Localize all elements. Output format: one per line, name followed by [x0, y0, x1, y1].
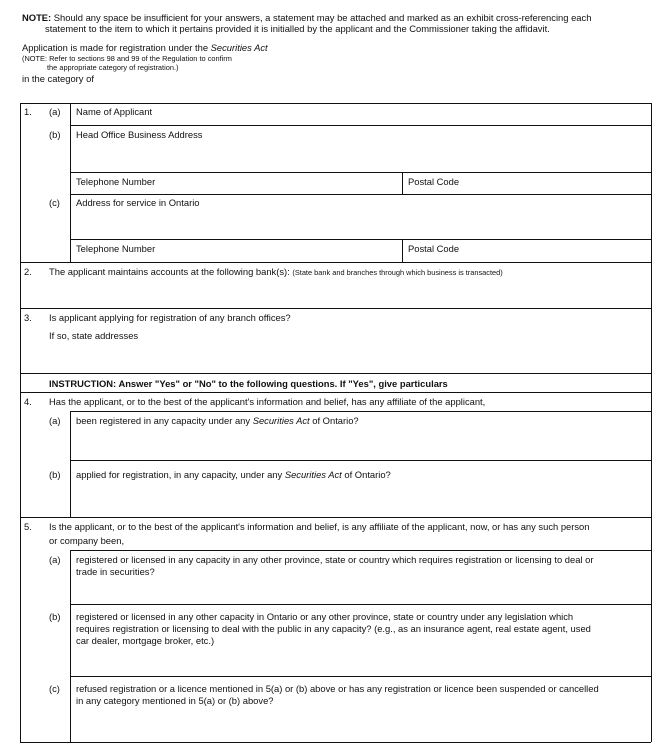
note-line-2: statement to the item to which it pertains provided it is initialled by the applicant and the Commissioner taking the affidavit. — [45, 23, 550, 34]
section-5a-line-1: registered or licensed in any capacity in any other province, state or country which requires registration or licensing to deal or — [76, 554, 594, 565]
section-1a-label: (a) — [49, 106, 61, 117]
service-postal-label: Postal Code — [408, 243, 460, 254]
category-label: in the category of — [22, 73, 94, 84]
section-4a-act: Securities Act — [252, 415, 310, 426]
section-4-number: 4. — [24, 396, 32, 407]
section-5b-line-3: car dealer, mortgage broker, etc.) — [76, 635, 215, 646]
section-5c-line-1: refused registration or a licence mentioned in 5(a) or (b) above or has any registration or licence been suspended or cancelled — [76, 683, 599, 694]
section-5b-line-2: requires registration or licensing to deal with the public in any capacity? (e.g., as an insurance agent, real estate agent, used — [76, 623, 591, 634]
section-4a-label: (a) — [49, 415, 61, 426]
section-4a-prefix: been registered in any capacity under any — [76, 415, 253, 426]
application-prefix: Application is made for registration under the — [22, 42, 211, 53]
head-office-address-label: Head Office Business Address — [76, 129, 203, 140]
section-1b-label: (b) — [49, 129, 61, 140]
head-office-phone-label: Telephone Number — [76, 176, 156, 187]
section-5-question-line-2: or company been, — [49, 535, 125, 546]
section-4b-prefix: applied for registration, in any capacity, under any — [76, 469, 285, 480]
category-note-line-1: (NOTE: Refer to sections 98 and 99 of the Regulation to confirm — [22, 54, 232, 63]
category-note-line-2: the appropriate category of registration.) — [47, 63, 179, 72]
section-1-number: 1. — [24, 106, 32, 117]
section-3-number: 3. — [24, 312, 32, 323]
section-4a-suffix: of Ontario? — [309, 415, 359, 426]
instruction-text: INSTRUCTION: Answer "Yes" or "No" to the following questions. If "Yes", give particulars — [49, 378, 448, 389]
section-4b-label: (b) — [49, 469, 61, 480]
service-phone-label: Telephone Number — [76, 243, 156, 254]
section-4b-act: Securities Act — [284, 469, 342, 480]
section-5b-label: (b) — [49, 611, 61, 622]
applicant-name-label: Name of Applicant — [76, 106, 153, 117]
branch-addresses-label: If so, state addresses — [49, 330, 139, 341]
section-5-number: 5. — [24, 521, 32, 532]
section-4b-suffix: of Ontario? — [341, 469, 391, 480]
section-5a-line-2: trade in securities? — [76, 566, 155, 577]
section-5c-label: (c) — [49, 683, 60, 694]
note-text-1: Should any space be insufficient for your answers, a statement may be attached and marked as an exhibit cross-referencing each — [53, 12, 592, 23]
section-5a-label: (a) — [49, 554, 61, 565]
section-5c-line-2: in any category mentioned in 5(a) or (b) above? — [76, 695, 274, 706]
section-2-number: 2. — [24, 266, 32, 277]
section-4b-question — [76, 469, 391, 481]
service-address-label: Address for service in Ontario — [76, 197, 200, 208]
section-4-question: Has the applicant, or to the best of the applicant's information and belief, has any affiliate of the applicant, — [49, 396, 486, 407]
application-statement — [22, 42, 268, 54]
bank-accounts-label — [49, 266, 503, 278]
bank-accounts-text: The applicant maintains accounts at the following bank(s): — [49, 266, 290, 277]
section-4a-question — [76, 415, 359, 427]
section-5b-line-1: registered or licensed in any other capacity in Ontario or any other province, state or country under any legislation which — [76, 611, 574, 622]
branch-offices-question: Is applicant applying for registration of any branch offices? — [49, 312, 291, 323]
head-office-postal-label: Postal Code — [408, 176, 460, 187]
section-1c-label: (c) — [49, 197, 60, 208]
note-label: NOTE: — [22, 12, 52, 23]
section-5-question-line-1: Is the applicant, or to the best of the applicant's information and belief, is any affiliate of the applicant, now, or has any such person — [49, 521, 590, 532]
bank-accounts-note: (State bank and branches through which business is transacted) — [292, 268, 503, 277]
application-act: Securities Act — [210, 42, 268, 53]
